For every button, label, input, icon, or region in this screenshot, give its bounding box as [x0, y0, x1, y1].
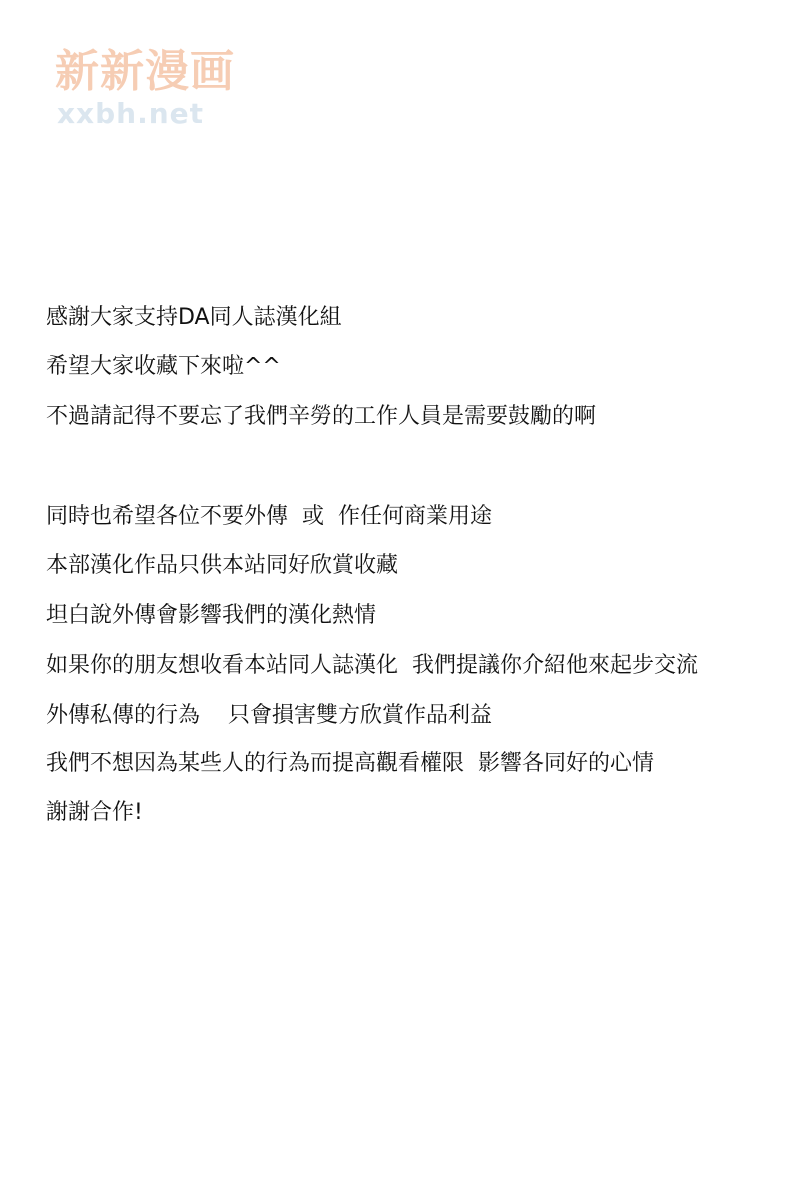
notice-line: 外傳私傳的行為 只會損害雙方欣賞作品利益 [46, 703, 492, 728]
notice-line: 我們不想因為某些人的行為而提高觀看權限 影響各同好的心情 [46, 751, 654, 776]
notice-line: 同時也希望各位不要外傳 或 作任何商業用途 [46, 504, 492, 529]
notice-line: 不過請記得不要忘了我們辛勞的工作人員是需要鼓勵的啊 [46, 404, 597, 429]
notice-line: 希望大家收藏下來啦^^ [46, 354, 281, 379]
notice-line: 本部漢化作品只供本站同好欣賞收藏 [46, 553, 399, 578]
watermark-domain: xxbh.net [57, 97, 205, 130]
notice-line: 坦白說外傳會影響我們的漢化熱情 [46, 603, 377, 628]
notice-line: 如果你的朋友想收看本站同人誌漢化 我們提議你介紹他來起步交流 [46, 653, 698, 678]
watermark-site-name: 新新漫画 [55, 46, 235, 97]
notice-line: 謝謝合作! [46, 800, 143, 825]
site-watermark [55, 46, 255, 136]
notice-line: 感謝大家支持DA同人誌漢化組 [46, 305, 342, 330]
